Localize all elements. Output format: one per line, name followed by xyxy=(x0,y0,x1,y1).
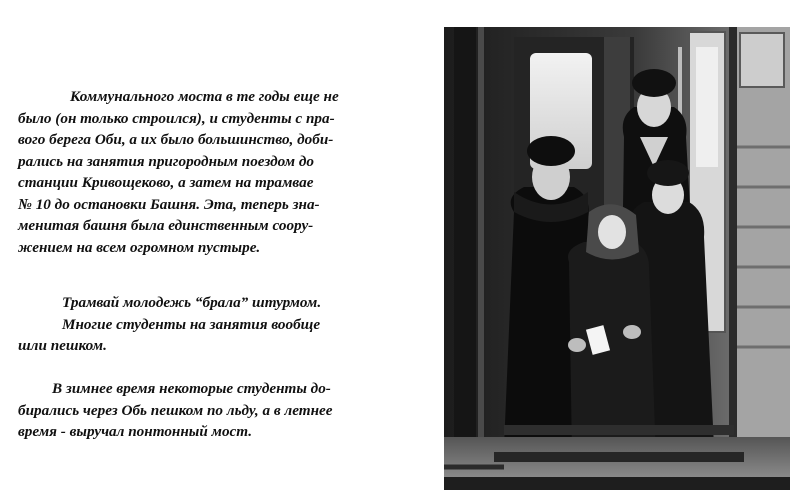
text-line: Коммунального моста в те годы еще не xyxy=(70,88,339,105)
text-line: рались на занятия пригородным поездом до xyxy=(18,152,314,170)
step-lower xyxy=(494,452,744,462)
paragraph-winter xyxy=(18,378,426,443)
paragraph-commuting xyxy=(18,86,426,258)
car-pillar-left xyxy=(454,27,476,490)
text-line: жением на всем огромном пустыре. xyxy=(18,238,261,256)
students-train-photo xyxy=(444,27,790,490)
text-line: бирались через Обь пешком по льду, а в летнее xyxy=(18,401,333,419)
text-line: В зимнее время некоторые студенты до- xyxy=(52,380,331,397)
step-upper xyxy=(504,425,734,435)
car-side-panel xyxy=(729,27,790,490)
text-line: вого берега Оби, а их было большинство, доби- xyxy=(18,131,334,148)
text-line: было (он только строился), и студенты с пра- xyxy=(18,109,335,127)
text-line: менитая башня была единственным соору- xyxy=(18,217,314,234)
text-line: Многие студенты на занятия вообще xyxy=(62,315,321,333)
text-line: шли пешком. xyxy=(18,337,107,354)
text-line: время - выручал понтонный мост. xyxy=(18,423,253,440)
text-line: станции Кривощеково, а затем на трамвае xyxy=(18,174,314,191)
paragraph-tram xyxy=(18,292,426,357)
photo-illustration xyxy=(444,27,790,490)
text-line: Трамвай молодежь “брала” штурмом. xyxy=(62,294,322,311)
text-line: № 10 до остановки Башня. Эта, теперь зна- xyxy=(18,195,320,213)
